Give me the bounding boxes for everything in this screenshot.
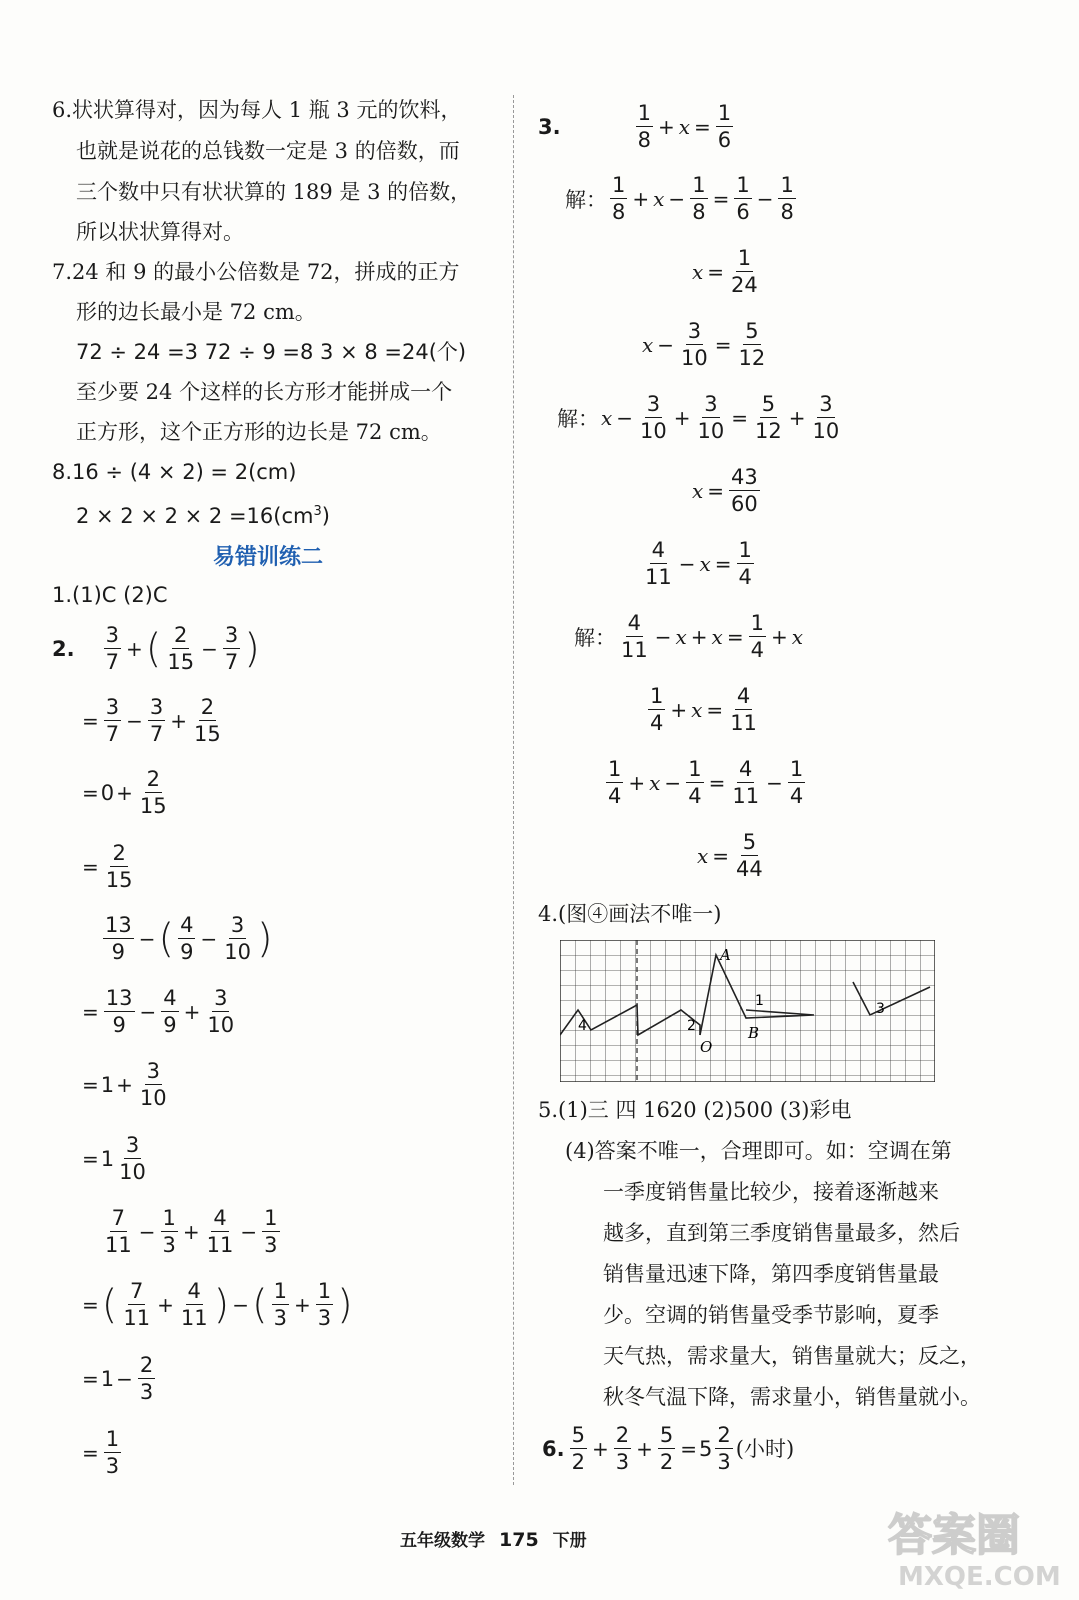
fraction: $\frac{2}{15}$: [139, 767, 167, 818]
q3-eq2-step: 解： x − $\frac{3}{10}$ + $\frac{3}{10}$ = $\frac{5}{12}$ + $\frac{3}{10}$: [557, 392, 840, 443]
fraction: $\frac{1}{3}$: [162, 1206, 176, 1257]
q5-line-3: 一季度销售量比较少，接着逐渐越来: [603, 1180, 939, 1204]
fraction: $\frac{4}{11}$: [645, 538, 672, 589]
fraction: $\frac{1}{3}$: [264, 1206, 278, 1257]
q3-eq1-step: 解： $\frac{1}{8}$ + x − $\frac{1}{8}$ = $\frac{1}{6}$ − $\frac{1}{8}$: [565, 173, 794, 224]
q7-line-5: 正方形，这个正方形的边长是 72 cm。: [76, 420, 442, 444]
watermark-logo: [880, 1500, 1070, 1595]
q4-heading: 4.(图④画法不唯一): [538, 902, 722, 926]
fraction: $\frac{1}{6}$: [736, 173, 750, 224]
fraction: $\frac{5}{12}$: [738, 319, 766, 370]
q6-line-4: 所以状状算得对。: [76, 220, 244, 244]
fraction: $\frac{3}{10}$: [224, 913, 251, 964]
q3-eq-3: $\frac{4}{11}$ − x = $\frac{1}{4}$: [645, 538, 752, 589]
fraction: $\frac{4}{11}$: [206, 1206, 234, 1257]
q3-eq-1: 3. $\frac{1}{8}$ + x = $\frac{1}{6}$: [538, 101, 732, 152]
q8-line-2: $2 \times 2 \times 2 \times 2 =16(cm^3)$: [76, 504, 330, 528]
q3-eq1-result: x = $\frac{1}{24}$: [692, 246, 758, 297]
fraction: $\frac{3}{10}$: [139, 1059, 167, 1110]
fraction: $\frac{3}{10}$: [119, 1133, 146, 1184]
fraction: $\frac{3}{10}$: [640, 392, 667, 443]
fraction: $\frac{4}{11}$: [621, 611, 648, 662]
fraction: $\frac{13}{9}$: [105, 913, 132, 964]
q6-line-3: 三个数中只有状状算的 189 是 3 的倍数，: [76, 180, 472, 204]
q7-line-3: 72 ÷ 24 =3 72 ÷ 9 =8 3 × 8 =24(个): [76, 340, 467, 364]
q2-result-2: = 1 $\frac{3}{10}$: [82, 1133, 146, 1184]
fraction: $\frac{3}{7}$: [224, 623, 239, 674]
q2-result-1: = $\frac{2}{15}$: [82, 841, 133, 892]
fraction: $\frac{5}{12}$: [755, 392, 782, 443]
q7-line-1: 7.24 和 9 的最小公倍数是 72，拼成的正方: [52, 260, 460, 284]
fraction: $\frac{7}{11}$: [123, 1279, 151, 1330]
q2-step-5: = ( $\frac{7}{11}$ + $\frac{4}{11}$ ) − ( $\frac{1}{3}$ + $\frac{1}{3}$ ): [82, 1279, 353, 1330]
q5-line-4: 越多，直到第三季度销售量最多，然后: [603, 1221, 960, 1245]
fraction: $\frac{4}{11}$: [180, 1279, 208, 1330]
q2-expr-1: 2. $\frac{3}{7}$ + ( $\frac{2}{15}$ − $\frac{3}{7}$ ): [52, 623, 260, 674]
q7-line-4: 至少要 24 个这样的长方形才能拼成一个: [76, 380, 453, 404]
fraction: $\frac{13}{9}$: [105, 986, 133, 1037]
fraction: $\frac{1}{8}$: [692, 173, 706, 224]
q5-line-5: 销售量迅速下降，第四季度销售量最: [603, 1262, 939, 1286]
q2-expr-3: $\frac{7}{11}$ − $\frac{1}{3}$ + $\frac{4}{11}$ − $\frac{1}{3}$: [105, 1206, 278, 1257]
transformation-grid-figure: [560, 940, 935, 1082]
fraction: $\frac{2}{15}$: [105, 841, 133, 892]
q5-line-6: 少。空调的销售量受季节影响，夏季: [603, 1303, 939, 1327]
q6-line-2: 也就是说花的总钱数一定是 3 的倍数，而: [76, 139, 460, 163]
fraction: $\frac{2}{15}$: [167, 623, 195, 674]
q3-eq3-step-2: $\frac{1}{4}$ + x = $\frac{4}{11}$: [650, 684, 757, 735]
q3-eq3-step-1: 解： $\frac{4}{11}$ − x + x = $\frac{1}{4}$ + x: [574, 611, 804, 662]
q3-eq2-result: x = $\frac{43}{60}$: [692, 465, 758, 516]
fraction: $\frac{1}{4}$: [688, 757, 702, 808]
label-1: 1: [755, 993, 764, 1009]
fraction: $\frac{3}{7}$: [149, 695, 164, 746]
label-o: O: [700, 1038, 713, 1056]
fraction: $\frac{1}{8}$: [612, 173, 626, 224]
q5-line-8: 秋冬气温下降，需求量小，销售量就小。: [603, 1385, 981, 1409]
q6-line-1: 6.状状算得对，因为每人 1 瓶 3 元的饮料，: [52, 98, 462, 122]
label-3: 3: [876, 1001, 885, 1017]
fraction: $\frac{1}{4}$: [789, 757, 804, 808]
label-4: 4: [578, 1018, 587, 1034]
fraction: $\frac{7}{11}$: [105, 1206, 132, 1257]
q2-step-3: = $\frac{13}{9}$ − $\frac{4}{9}$ + $\frac{3}{10}$: [82, 986, 235, 1037]
fraction: $\frac{1}{3}$: [317, 1279, 332, 1330]
fraction: $\frac{4}{9}$: [180, 913, 194, 964]
fraction: $\frac{3}{7}$: [105, 695, 120, 746]
q3-eq3-result: x = $\frac{5}{44}$: [697, 830, 763, 881]
page-footer: 五年级数学 175 下册: [400, 1529, 587, 1551]
fraction: $\frac{1}{4}$: [608, 757, 622, 808]
fraction: $\frac{2}{3}$: [139, 1353, 154, 1404]
q6-calculation: 6. $\frac{5}{2}$ + $\frac{2}{3}$ + $\frac{5}{2}$ = 5 $\frac{2}{3}$ (小时): [542, 1423, 795, 1474]
column-divider: [513, 95, 514, 1485]
page-number: 175: [499, 1529, 539, 1551]
fraction: $\frac{1}{6}$: [717, 101, 732, 152]
q5-line-1: 5.(1)三 四 1620 (2)500 (3)彩电: [538, 1098, 852, 1122]
q2-step-6: = 1 − $\frac{2}{3}$: [82, 1353, 154, 1404]
fraction: $\frac{5}{44}$: [736, 830, 763, 881]
fraction: $\frac{1}{4}$: [750, 611, 764, 662]
q3-eq3-step-3: $\frac{1}{4}$ + x − $\frac{1}{4}$ = $\frac{4}{11}$ − $\frac{1}{4}$: [608, 757, 804, 808]
fraction: $\frac{1}{3}$: [273, 1279, 287, 1330]
fraction: $\frac{5}{2}$: [571, 1423, 585, 1474]
q5-line-2: (4)答案不唯一，合理即可。如：空调在第: [565, 1139, 952, 1163]
fraction: $\frac{3}{10}$: [681, 319, 708, 370]
fraction: $\frac{3}{10}$: [207, 986, 235, 1037]
watermark-url: MXQE.COM: [898, 1562, 1061, 1592]
fraction: $\frac{3}{7}$: [105, 623, 119, 674]
q2-expr-2: $\frac{13}{9}$ − ( $\frac{4}{9}$ − $\frac{3}{10}$ ): [105, 913, 273, 964]
q7-line-2: 形的边长最小是 72 cm。: [76, 300, 316, 324]
fraction: $\frac{43}{60}$: [731, 465, 758, 516]
fraction: $\frac{1}{8}$: [780, 173, 794, 224]
q2-step-1: = $\frac{3}{7}$ − $\frac{3}{7}$ + $\frac{2}{15}$: [82, 695, 221, 746]
fraction: $\frac{1}{4}$: [650, 684, 664, 735]
fraction: $\frac{2}{15}$: [194, 695, 221, 746]
fraction: $\frac{2}{3}$: [717, 1423, 731, 1474]
fraction: $\frac{2}{3}$: [615, 1423, 630, 1474]
label-b: B: [748, 1024, 760, 1042]
section-heading: 易错训练二: [213, 544, 324, 570]
q1-answer: 1.(1)C (2)C: [52, 583, 168, 607]
q5-line-7: 天气热，需求量大，销售量就大；反之，: [603, 1344, 981, 1368]
watermark-text: 答案圈: [888, 1510, 1020, 1561]
fraction: $\frac{5}{2}$: [659, 1423, 674, 1474]
q8-line-1: 8.16 ÷ (4 × 2) = 2(cm): [52, 460, 297, 484]
fraction: $\frac{3}{10}$: [697, 392, 725, 443]
fraction: $\frac{3}{10}$: [812, 392, 840, 443]
fraction: $\frac{1}{8}$: [637, 101, 651, 152]
label-a: A: [720, 946, 731, 964]
fraction: $\frac{4}{9}$: [163, 986, 177, 1037]
q2-result-3: = $\frac{1}{3}$: [82, 1427, 120, 1478]
fraction: $\frac{4}{11}$: [732, 757, 760, 808]
fraction: $\frac{1}{24}$: [731, 246, 758, 297]
q2-step-4: = 1 + $\frac{3}{10}$: [82, 1059, 167, 1110]
label-2: 2: [687, 1018, 696, 1034]
q2-step-2: = 0 + $\frac{2}{15}$: [82, 767, 167, 818]
fraction: $\frac{1}{4}$: [738, 538, 752, 589]
fraction: $\frac{4}{11}$: [730, 684, 757, 735]
fraction: $\frac{1}{3}$: [105, 1427, 120, 1478]
q3-eq-2: x − $\frac{3}{10}$ = $\frac{5}{12}$: [642, 319, 766, 370]
